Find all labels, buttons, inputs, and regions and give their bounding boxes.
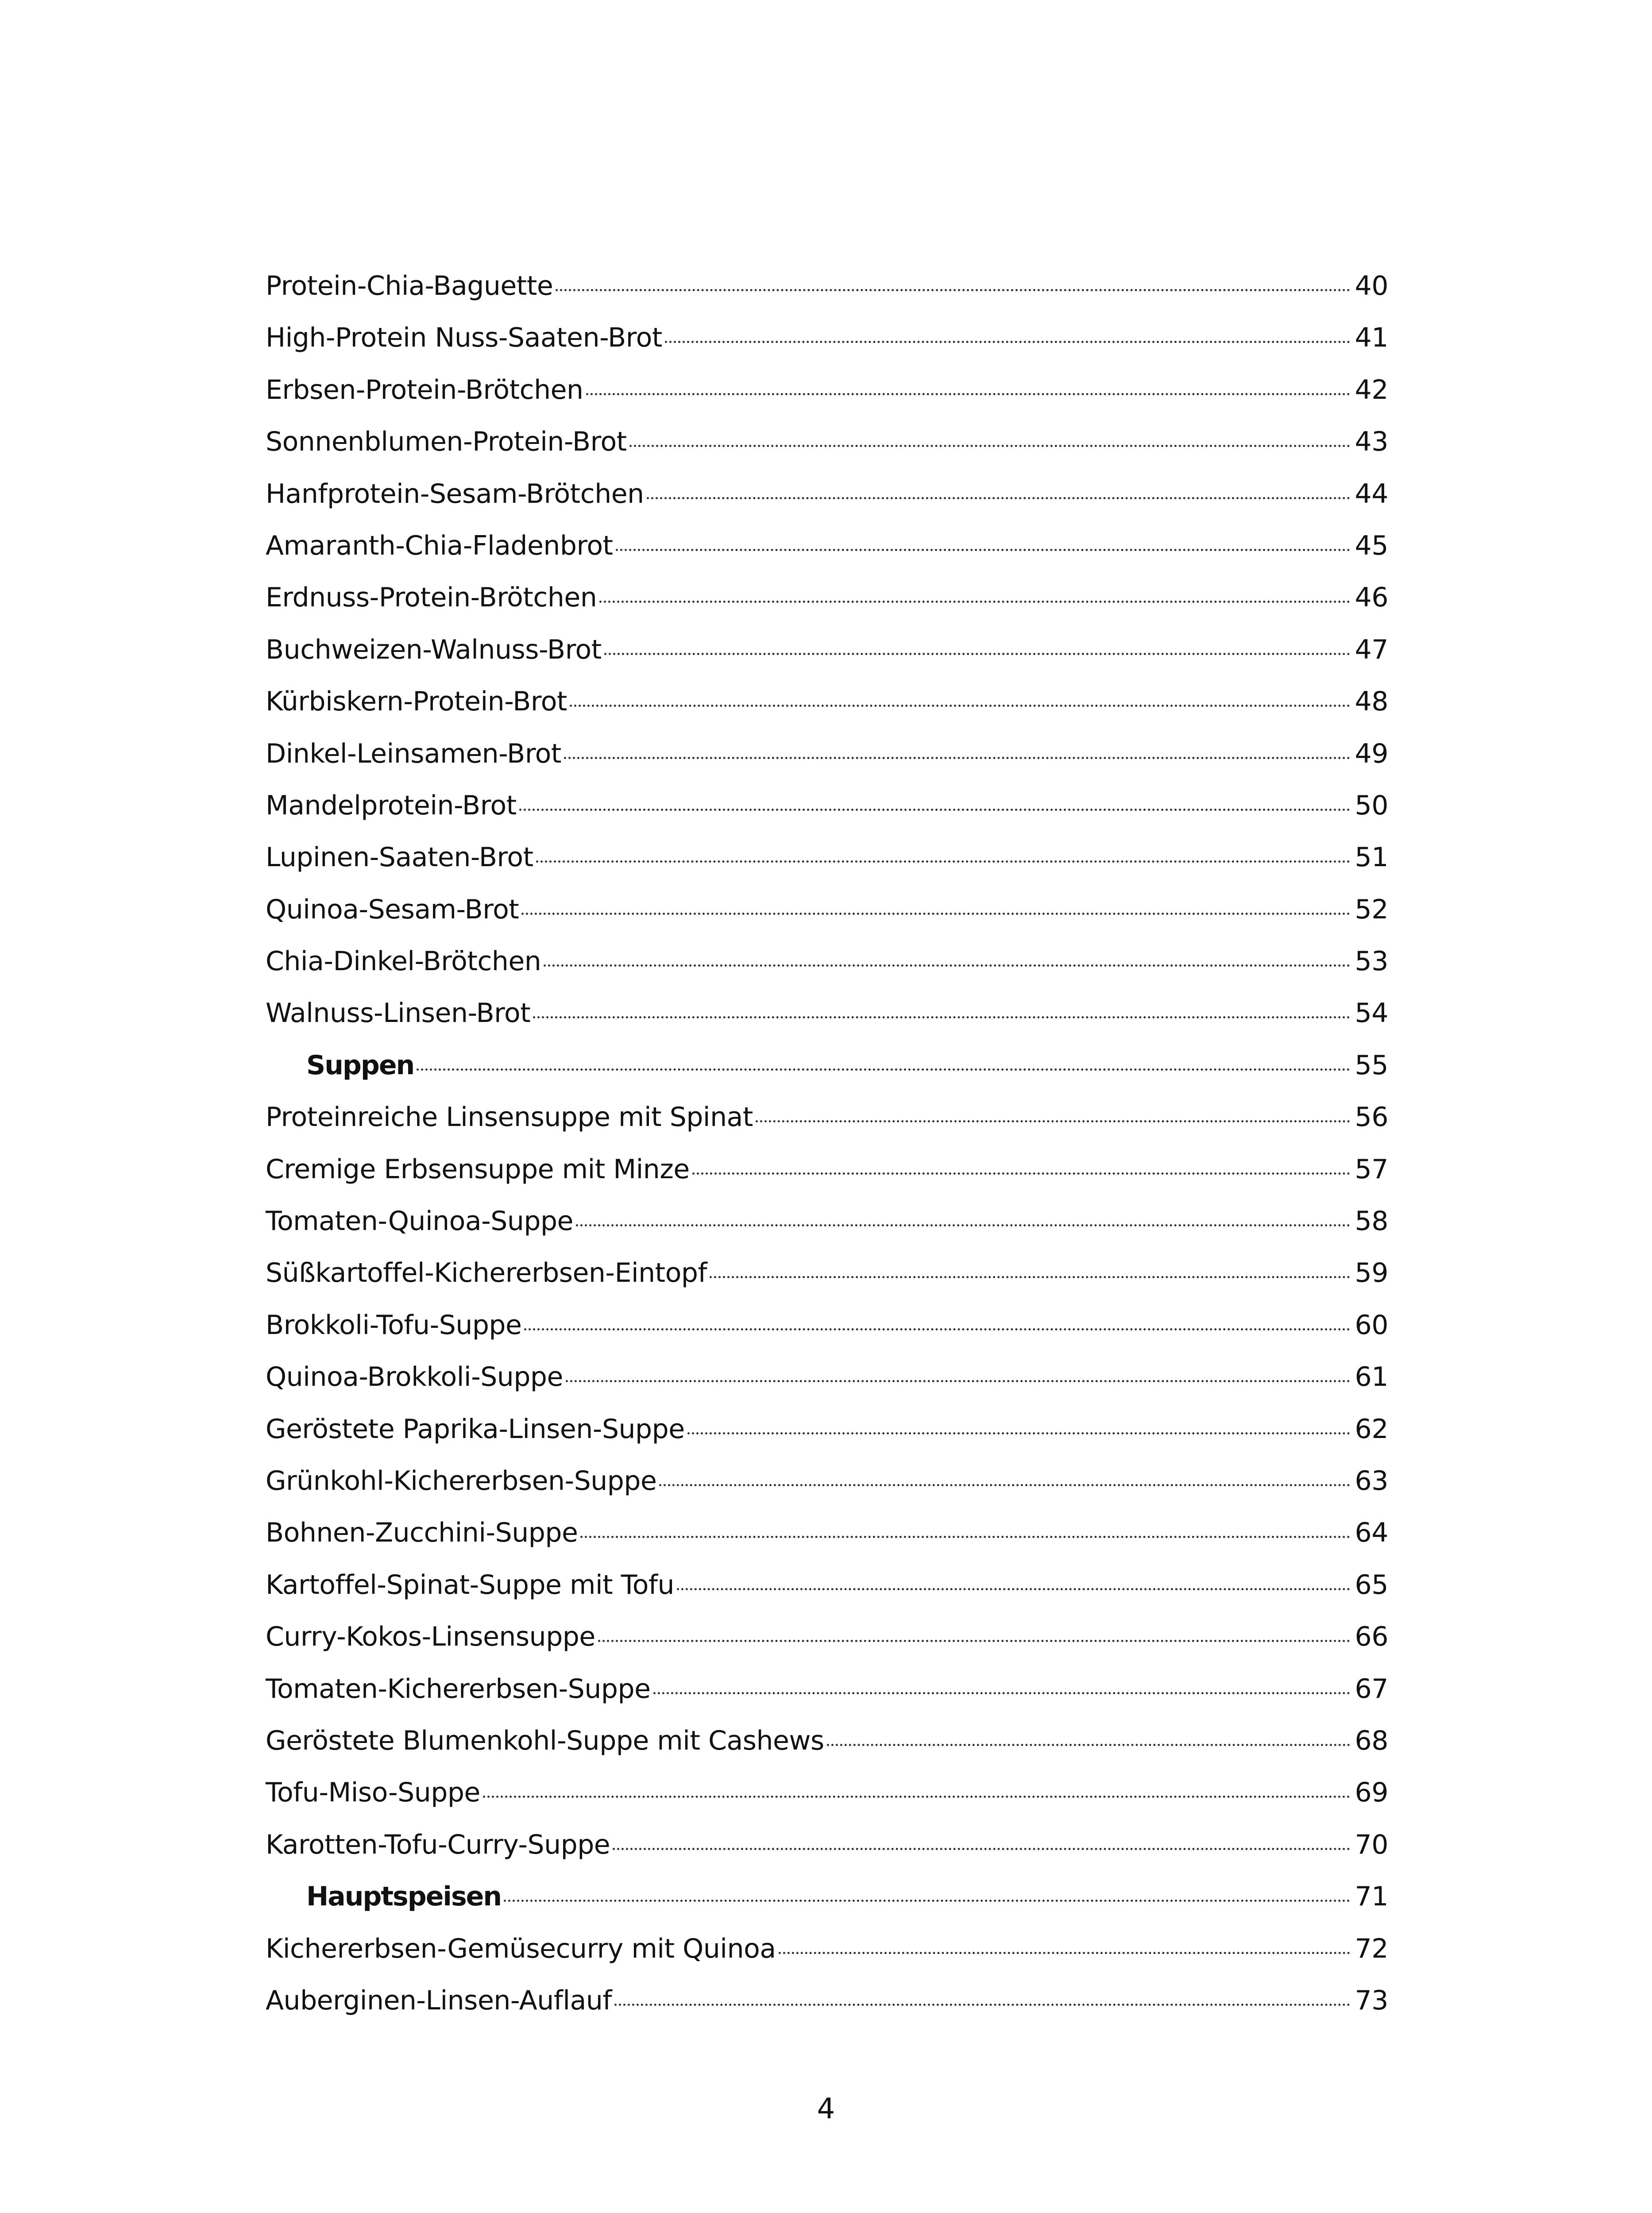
toc-entry-page-number: 50 <box>1355 790 1388 821</box>
toc-entry-page-number: 49 <box>1355 738 1388 769</box>
toc-entry-title: Lupinen-Saaten-Brot <box>266 842 533 873</box>
toc-dot-leader <box>629 445 1350 447</box>
toc-entry-page-number: 71 <box>1355 1881 1388 1912</box>
toc-entry[interactable] <box>266 987 1388 1039</box>
toc-entry[interactable] <box>266 1611 1388 1663</box>
toc-dot-leader <box>827 1744 1350 1746</box>
toc-entry-title: Quinoa-Sesam-Brot <box>266 894 519 925</box>
toc-entry-page-number: 53 <box>1355 946 1388 977</box>
toc-dot-leader <box>570 705 1350 707</box>
toc-dot-leader <box>556 289 1350 291</box>
toc-entry-title: Grünkohl-Kichererbsen-Suppe <box>266 1465 657 1496</box>
toc-entry-page-number: 58 <box>1355 1206 1388 1237</box>
toc-entry-title: Walnuss-Linsen-Brot <box>266 998 531 1029</box>
toc-entry-page-number: 73 <box>1355 1985 1388 2016</box>
toc-entry[interactable] <box>266 676 1388 728</box>
toc-entry-title: Hanfprotein-Sesam-Brötchen <box>266 478 644 509</box>
toc-entry-page-number: 59 <box>1355 1257 1388 1289</box>
toc-dot-leader <box>533 1016 1350 1018</box>
toc-dot-leader <box>524 1328 1350 1330</box>
toc-entry-title: Bohnen-Zucchini-Suppe <box>266 1517 578 1549</box>
toc-dot-leader <box>566 1380 1350 1382</box>
toc-entry-title: Cremige Erbsensuppe mit Minze <box>266 1153 690 1185</box>
toc-entry-page-number: 46 <box>1355 582 1388 613</box>
toc-entry[interactable] <box>266 1663 1388 1715</box>
toc-entry[interactable] <box>266 520 1388 572</box>
toc-entry[interactable] <box>266 1923 1388 1975</box>
toc-entry-title: Sonnenblumen-Protein-Brot <box>266 426 627 458</box>
toc-dot-leader <box>614 2004 1350 2006</box>
toc-entry-page-number: 51 <box>1355 842 1388 873</box>
toc-entry-title: Geröstete Paprika-Linsen-Suppe <box>266 1413 685 1445</box>
toc-entry-title: Tomaten-Kichererbsen-Suppe <box>266 1673 651 1704</box>
toc-entry[interactable] <box>266 1507 1388 1559</box>
toc-entry[interactable] <box>266 832 1388 883</box>
toc-entry[interactable] <box>266 1715 1388 1767</box>
toc-entry[interactable] <box>266 572 1388 624</box>
toc-entry-title: Protein-Chia-Baguette <box>266 270 553 301</box>
toc-entry[interactable] <box>266 1247 1388 1299</box>
toc-entry-title: Kartoffel-Spinat-Suppe mit Tofu <box>266 1569 675 1600</box>
toc-dot-leader <box>417 1068 1350 1071</box>
toc-dot-leader <box>544 964 1350 967</box>
toc-entry-page-number: 66 <box>1355 1621 1388 1653</box>
toc-dot-leader <box>692 1172 1350 1175</box>
toc-entry-title: Tofu-Miso-Suppe <box>266 1777 480 1808</box>
toc-entry-page-number: 56 <box>1355 1102 1388 1133</box>
toc-entry-page-number: 44 <box>1355 478 1388 509</box>
toc-entry-title: Tomaten-Quinoa-Suppe <box>266 1206 573 1237</box>
toc-entry-title: Chia-Dinkel-Brötchen <box>266 946 541 977</box>
toc-entry[interactable] <box>266 884 1388 936</box>
toc-section-heading[interactable] <box>266 1040 1388 1091</box>
toc-entry-title: Süßkartoffel-Kichererbsen-Eintopf <box>266 1257 707 1289</box>
toc-entry-page-number: 40 <box>1355 270 1388 301</box>
toc-dot-leader <box>659 1484 1350 1486</box>
toc-dot-leader <box>756 1120 1350 1122</box>
toc-entry-page-number: 63 <box>1355 1465 1388 1496</box>
toc-entry[interactable] <box>266 1455 1388 1507</box>
toc-entry-page-number: 72 <box>1355 1933 1388 1964</box>
toc-entry-page-number: 48 <box>1355 686 1388 717</box>
toc-entry-title: High-Protein Nuss-Saaten-Brot <box>266 322 662 354</box>
toc-entry-title: Erbsen-Protein-Brötchen <box>266 374 583 405</box>
toc-entry[interactable] <box>266 312 1388 364</box>
toc-dot-leader <box>616 549 1350 551</box>
toc-entry-page-number: 47 <box>1355 634 1388 665</box>
toc-entry-title: Buchweizen-Walnuss-Brot <box>266 634 602 665</box>
toc-entry[interactable] <box>266 364 1388 416</box>
toc-dot-leader <box>483 1796 1350 1798</box>
toc-dot-leader <box>677 1588 1350 1590</box>
toc-entry[interactable] <box>266 1144 1388 1195</box>
toc-dot-leader <box>647 497 1350 499</box>
toc-entry[interactable] <box>266 1299 1388 1351</box>
toc-dot-leader <box>653 1692 1350 1694</box>
toc-entry[interactable] <box>266 1195 1388 1247</box>
toc-entry-page-number: 41 <box>1355 322 1388 354</box>
toc-entry-page-number: 42 <box>1355 374 1388 405</box>
toc-entry[interactable] <box>266 1819 1388 1871</box>
toc-entry-page-number: 45 <box>1355 530 1388 561</box>
toc-entry[interactable] <box>266 468 1388 520</box>
toc-entry-page-number: 57 <box>1355 1153 1388 1185</box>
toc-entry[interactable] <box>266 1559 1388 1611</box>
toc-entry-title: Geröstete Blumenkohl-Suppe mit Cashews <box>266 1725 824 1756</box>
toc-entry[interactable] <box>266 1403 1388 1455</box>
toc-dot-leader <box>580 1536 1350 1538</box>
page-number: 4 <box>817 2093 835 2125</box>
toc-entry-title: Brokkoli-Tofu-Suppe <box>266 1309 522 1341</box>
toc-entry-page-number: 68 <box>1355 1725 1388 1756</box>
toc-dot-leader <box>710 1276 1350 1278</box>
toc-dot-leader <box>536 860 1350 863</box>
toc-entry-title: Curry-Kokos-Linsensuppe <box>266 1621 595 1653</box>
toc-entry-page-number: 54 <box>1355 998 1388 1029</box>
toc-dot-leader <box>586 393 1350 395</box>
toc-entry[interactable] <box>266 260 1388 312</box>
toc-entry-page-number: 60 <box>1355 1309 1388 1341</box>
toc-entry[interactable] <box>266 416 1388 468</box>
toc-entry-title: Quinoa-Brokkoli-Suppe <box>266 1361 563 1393</box>
toc-entry-page-number: 70 <box>1355 1829 1388 1860</box>
toc-dot-leader <box>598 1640 1350 1642</box>
toc-dot-leader <box>779 1952 1350 1954</box>
toc-dot-leader <box>665 341 1350 343</box>
toc-dot-leader <box>519 809 1350 811</box>
toc-dot-leader <box>687 1432 1350 1434</box>
toc-entry-title: Suppen <box>306 1049 414 1081</box>
toc-entry-title: Karotten-Tofu-Curry-Suppe <box>266 1829 610 1860</box>
toc-entry-title: Kichererbsen-Gemüsecurry mit Quinoa <box>266 1933 776 1964</box>
toc-entry-page-number: 52 <box>1355 894 1388 925</box>
toc-entry-title: Erdnuss-Protein-Brötchen <box>266 582 597 613</box>
toc-dot-leader <box>613 1848 1350 1850</box>
toc-entry-title: Kürbiskern-Protein-Brot <box>266 686 567 717</box>
toc-entry-page-number: 67 <box>1355 1673 1388 1704</box>
toc-entry[interactable] <box>266 936 1388 987</box>
toc-entry-title: Auberginen-Linsen-Auflauf <box>266 1985 612 2016</box>
toc-dot-leader <box>504 1900 1350 1902</box>
toc-entry[interactable] <box>266 1091 1388 1143</box>
toc-entry[interactable] <box>266 1975 1388 2027</box>
toc-entry-title: Amaranth-Chia-Fladenbrot <box>266 530 613 561</box>
toc-entry-title: Dinkel-Leinsamen-Brot <box>266 738 561 769</box>
toc-dot-leader <box>599 601 1350 603</box>
toc-entry-page-number: 61 <box>1355 1361 1388 1393</box>
toc-entry-title: Hauptspeisen <box>306 1881 502 1912</box>
toc-dot-leader <box>576 1224 1350 1226</box>
toc-dot-leader <box>521 913 1350 915</box>
toc-entry-title: Mandelprotein-Brot <box>266 790 517 821</box>
toc-entry-page-number: 65 <box>1355 1569 1388 1600</box>
toc-dot-leader <box>564 757 1350 759</box>
toc-dot-leader <box>604 653 1350 655</box>
toc-entry[interactable] <box>266 624 1388 676</box>
toc-entry-page-number: 43 <box>1355 426 1388 458</box>
table-of-contents <box>266 260 1388 2027</box>
toc-entry[interactable] <box>266 1351 1388 1403</box>
toc-entry-page-number: 55 <box>1355 1049 1388 1081</box>
toc-entry-page-number: 69 <box>1355 1777 1388 1808</box>
toc-entry[interactable] <box>266 780 1388 832</box>
toc-entry-title: Proteinreiche Linsensuppe mit Spinat <box>266 1102 753 1133</box>
toc-entry-page-number: 62 <box>1355 1413 1388 1445</box>
toc-entry-page-number: 64 <box>1355 1517 1388 1549</box>
toc-entry[interactable] <box>266 1767 1388 1819</box>
toc-entry[interactable] <box>266 728 1388 780</box>
toc-section-heading[interactable] <box>266 1871 1388 1923</box>
